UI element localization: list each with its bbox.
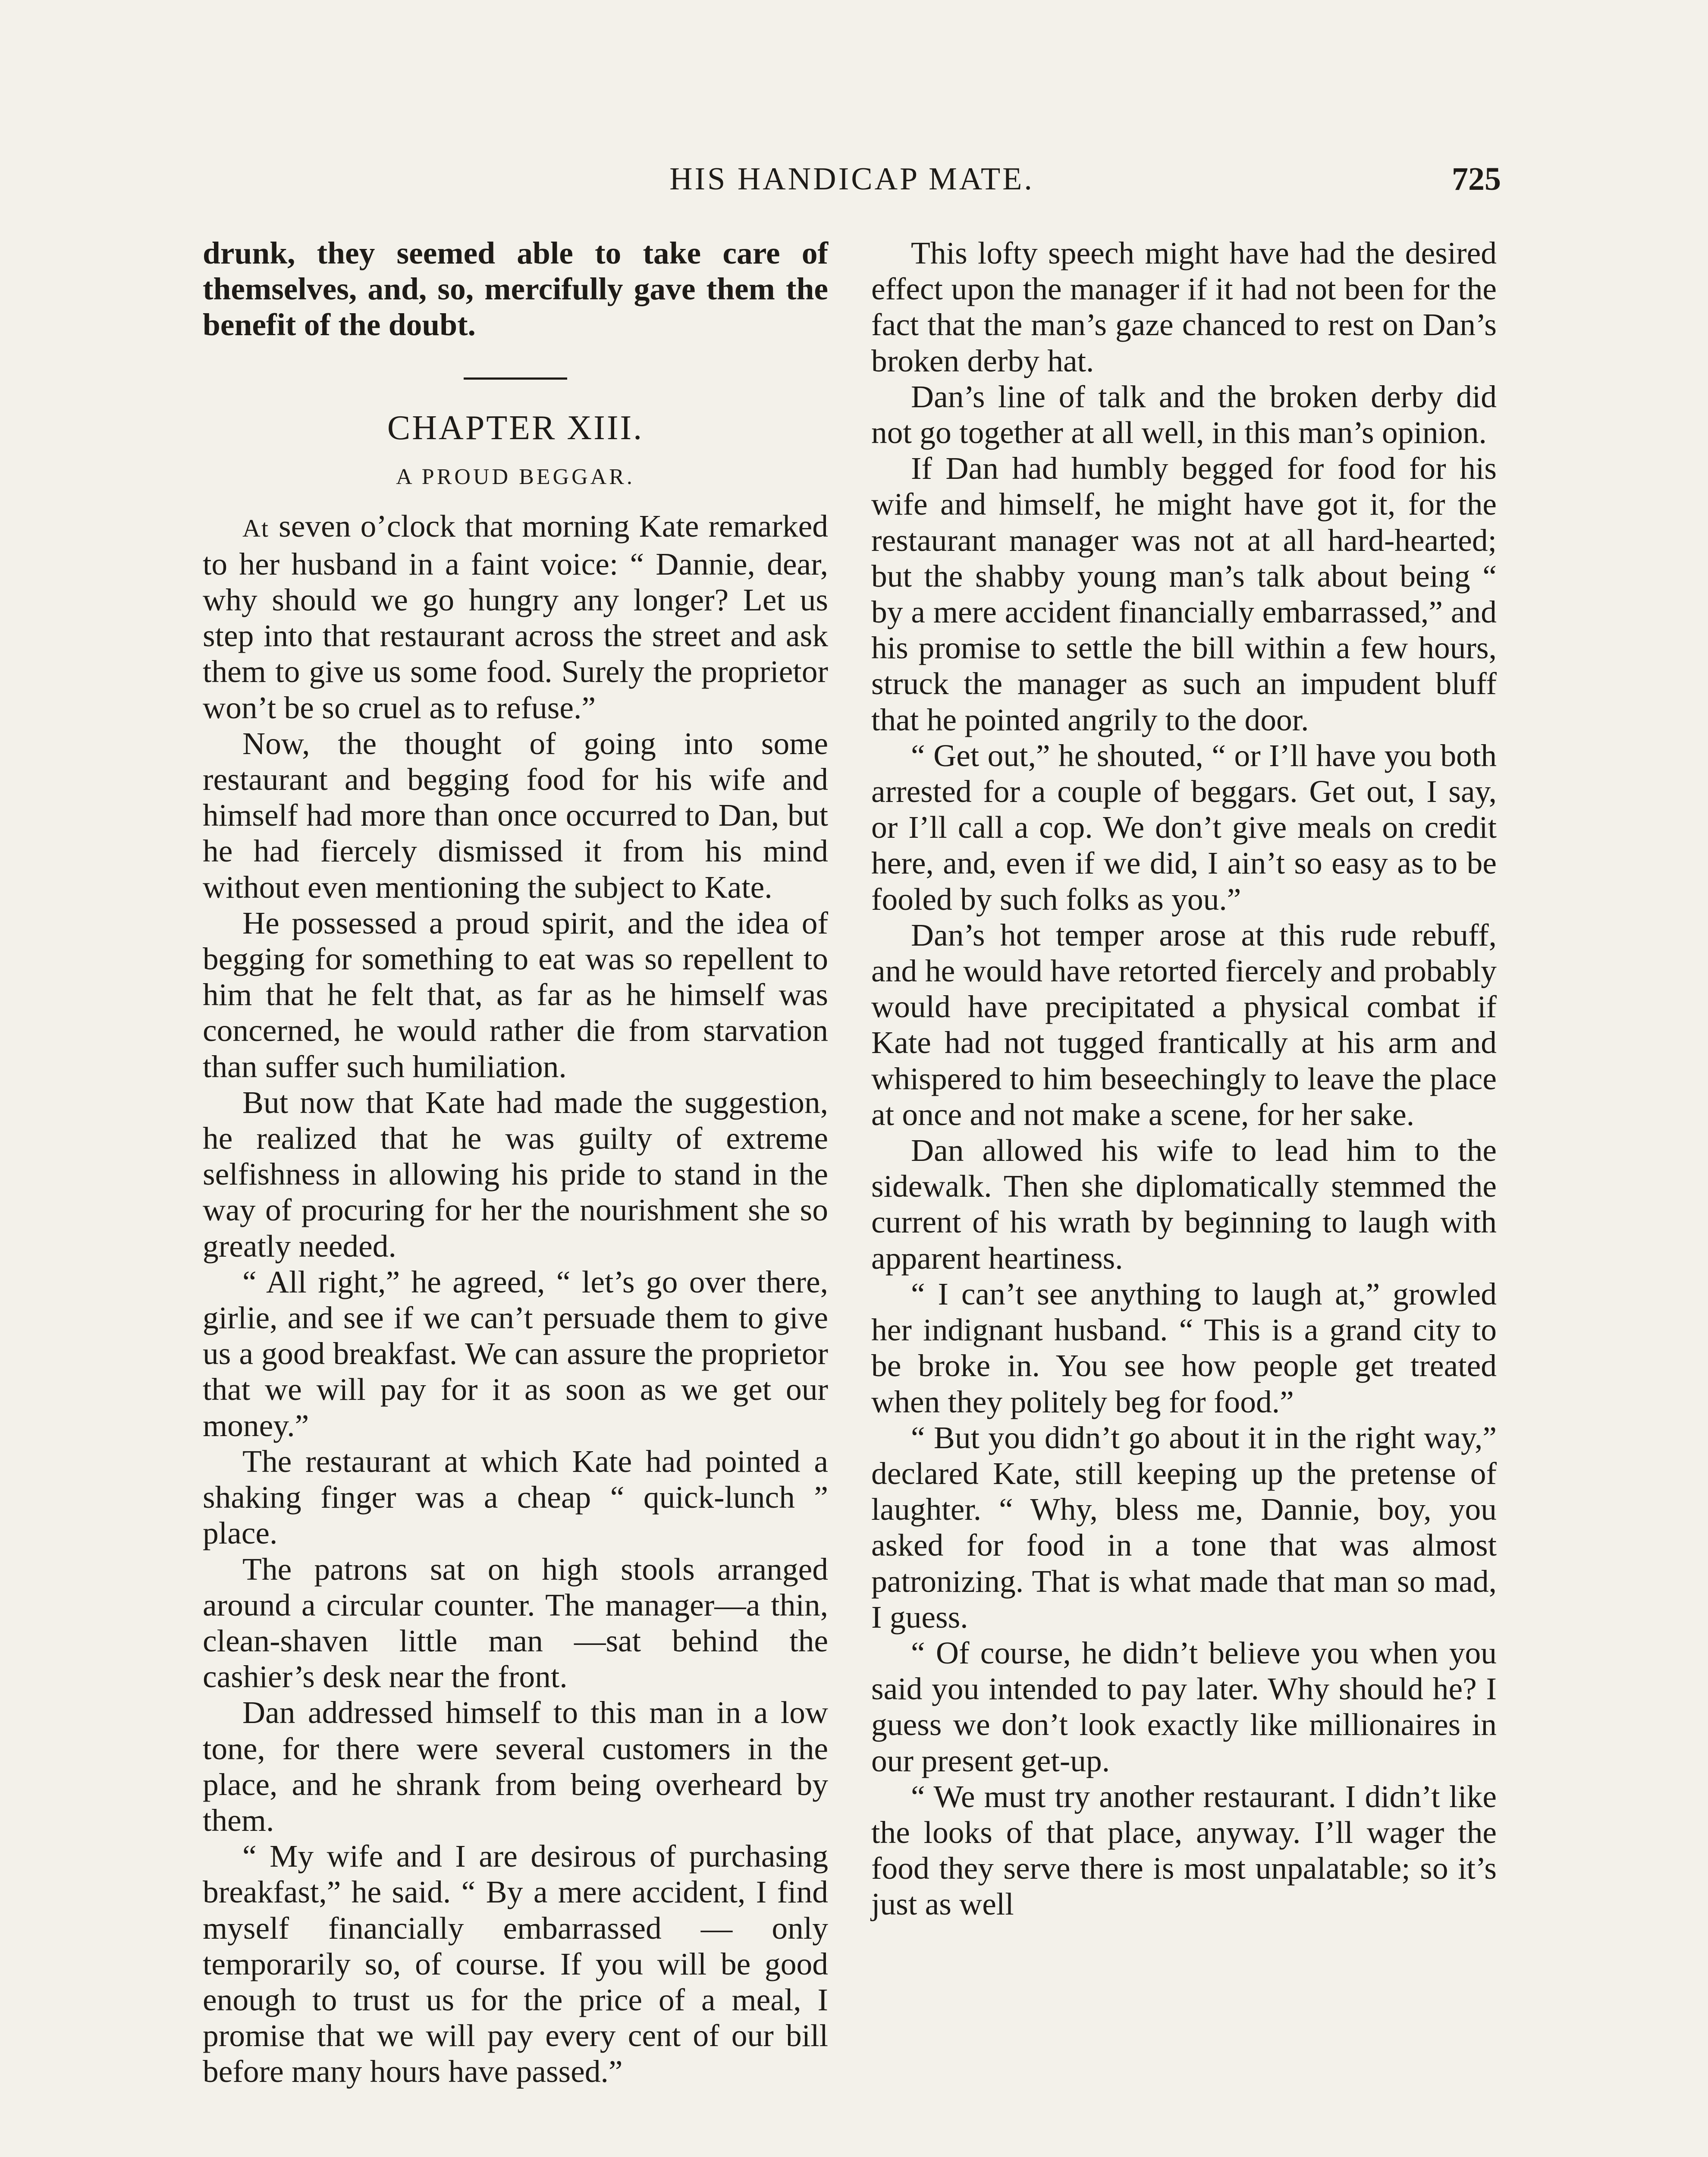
right-column: [871, 235, 1497, 1922]
paragraph: Dan allowed his wife to lead him to the sidewalk. Then she diplomatically stemmed the current of his wrath by beginning to laugh with apparent heartiness.: [871, 1133, 1497, 1276]
paragraph: This lofty speech might have had the desired effect upon the manager if it had not been for the fact that the man’s gaze chanced to rest on Dan’s broken derby hat.: [871, 236, 1497, 378]
paragraph: Now, the thought of going into some restaurant and begging food for his wife and himself had more than once occurred to Dan, but he had fiercely dismissed it from his mind without even mentioning the subject to Kate.: [203, 726, 828, 905]
left-column: [203, 235, 828, 2090]
page-number: 725: [1452, 161, 1501, 197]
running-head: [203, 157, 1501, 201]
paragraph: “ All right,” he agreed, “ let’s go over there, girlie, and see if we can’t persuade them to give us a good breakfast. We can assure the proprietor that we will pay for it as soon as we get our money.”: [203, 1264, 828, 1443]
paragraph: But now that Kate had made the suggestion, he realized that he was guilty of extreme selfishness in allowing his pride to stand in the way of procuring for her the nourishment she so greatly needed.: [203, 1085, 828, 1264]
paragraph: “ We must try another restaurant. I didn’t like the looks of that place, anyway. I’ll wager the food they serve there is most unpalatable; so it’s just as well: [871, 1779, 1497, 1922]
paragraph: “ Get out,” he shouted, “ or I’ll have you both arrested for a couple of beggars. Get out, I say, or I’ll call a cop. We don’t give meals on credit here, and, even if we did, I ain’t so easy as to be fooled by such folks as you.”: [871, 738, 1497, 917]
paragraph: Dan’s line of talk and the broken derby did not go together at all well, in this man’s opinion.: [871, 379, 1497, 450]
paragraph-text: seven o’clock that morning Kate remarked to her husband in a faint voice: “ Dannie, dear, why should we go hungry any longer? Let us step into that restaurant across the street and ask them to give us some food. Surely the proprietor won’t be so cruel as to refuse.”: [203, 508, 828, 725]
paragraph: If Dan had humbly begged for food for his wife and himself, he might have got it, for the restaurant manager was not at all hard-hearted; but the shabby young man’s talk about being “ by a mere accident financially embarrassed,” and his promise to settle the bill within a few hours, struck the manager as such an impudent bluff that he pointed angrily to the door.: [871, 451, 1497, 737]
chapter-subtitle: A PROUD BEGGAR.: [396, 464, 635, 489]
section-rule: [464, 377, 567, 380]
paragraph: Dan addressed himself to this man in a low tone, for there were several customers in the place, and he shrank from being overheard by them.: [203, 1695, 828, 1838]
paragraph: “ My wife and I are desirous of purchasing breakfast,” he said. “ By a mere accident, I find myself financially embarrassed — only temporarily so, of course. If you will be good enough to trust us for the price of a meal, I promise that we will pay every cent of our bill before many hours have passed.”: [203, 1839, 828, 2089]
paragraph: He possessed a proud spirit, and the idea of begging for something to eat was so repellent to him that he felt that, as far as he himself was concerned, he would rather die from starvation than suffer such humiliation.: [203, 905, 828, 1084]
paragraph: [203, 508, 828, 726]
opening-word: At: [242, 514, 269, 542]
paragraph: “ Of course, he didn’t believe you when you said you intended to pay later. Why should he? I guess we don’t look exactly like millionaires in our present get-up.: [871, 1635, 1497, 1778]
paragraph: “ I can’t see anything to laugh at,” growled her indignant husband. “ This is a grand city to be broke in. You see how people get treated when they politely beg for food.”: [871, 1276, 1497, 1419]
continued-paragraph: drunk, they seemed able to take care of themselves, and, so, mercifully gave them the benefit of the doubt.: [203, 236, 828, 343]
paragraph: Dan’s hot temper arose at this rude rebuff, and he would have retorted fiercely and probably would have precipitated a physical combat if Kate had not tugged frantically at his arm and whispered to him beseechingly to leave the place at once and not make a scene, for her sake.: [871, 917, 1497, 1132]
paragraph: The restaurant at which Kate had pointed a shaking finger was a cheap “ quick-lunch ” place.: [203, 1443, 828, 1551]
paragraph: The patrons sat on high stools arranged around a circular counter. The manager—a thin, clean-shaven little man —sat behind the cashier’s desk near the front.: [203, 1551, 828, 1695]
paragraph: “ But you didn’t go about it in the right way,” declared Kate, still keeping up the pretense of laughter. “ Why, bless me, Dannie, boy, you asked for food in a tone that was almost patronizing. That is what made that man so mad, I guess.: [871, 1420, 1497, 1635]
chapter-title: CHAPTER XIII.: [387, 409, 644, 447]
running-title: HIS HANDICAP MATE.: [669, 161, 1034, 197]
